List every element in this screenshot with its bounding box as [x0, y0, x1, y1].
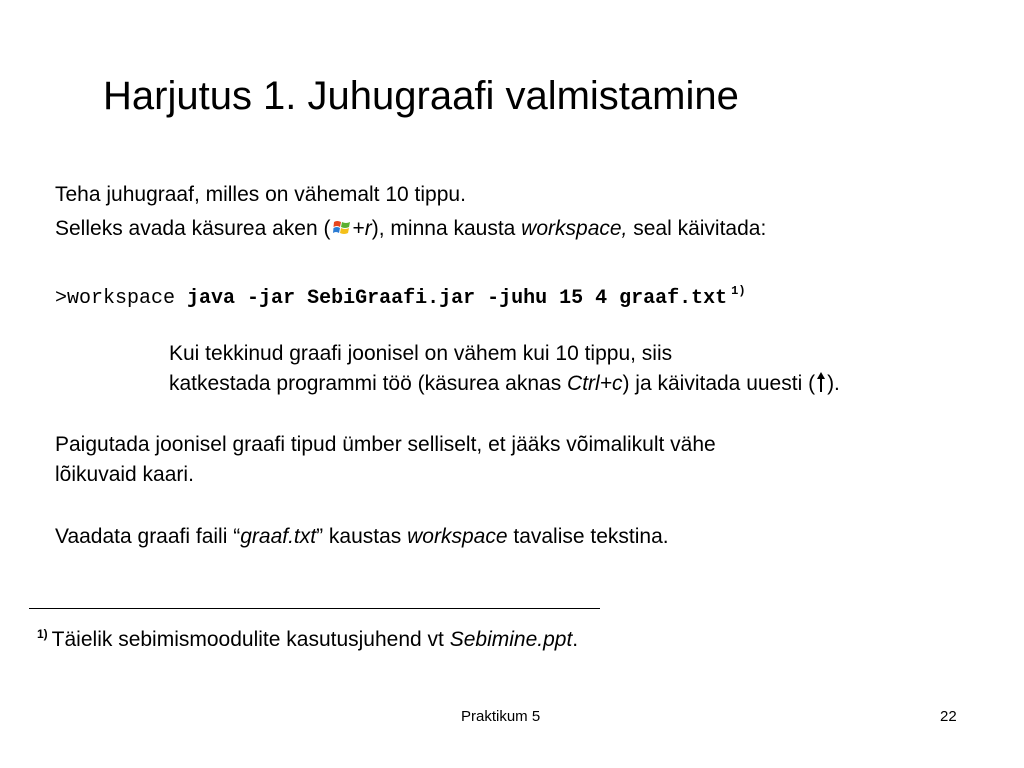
- retry-text: katkestada programmi töö (käsurea aknas: [169, 372, 568, 395]
- paragraph-2-line-2: lõikuvaid kaari.: [55, 463, 194, 486]
- instruction-line-1: Teha juhugraaf, milles on vähemalt 10 tippu.: [55, 183, 466, 206]
- slide-title: Harjutus 1. Juhugraafi valmistamine: [103, 74, 739, 118]
- instruction-text: Selleks avada käsurea aken (: [55, 217, 331, 240]
- footer-title: Praktikum 5: [461, 708, 541, 725]
- ctrl-c-keys: Ctrl+c: [567, 372, 623, 395]
- paragraph-3-text: Vaadata graafi faili “: [55, 525, 241, 548]
- up-arrow-icon: [816, 371, 826, 393]
- folder-name: workspace: [407, 525, 508, 548]
- retry-line-2: [169, 371, 840, 397]
- footnote-text: Täielik sebimismoodulite kasutusjuhend vt: [51, 628, 450, 651]
- footnote-end: .: [572, 628, 579, 651]
- folder-name: workspace,: [521, 217, 628, 240]
- paragraph-2-line-1: Paigutada joonisel graafi tipud ümber selliselt, et jääks võimalikult vähe: [55, 433, 716, 456]
- footnote-mark: 1): [731, 284, 746, 298]
- retry-text: ).: [827, 372, 840, 395]
- paragraph-3-text: tavalise tekstina.: [507, 525, 669, 548]
- footnote: [37, 621, 578, 653]
- windows-logo-icon: [332, 218, 352, 238]
- command-line: [55, 278, 746, 312]
- footnote-marker: 1): [37, 627, 48, 641]
- paragraph-3-text: ” kaustas: [316, 525, 408, 548]
- plus-sign: +: [352, 217, 365, 240]
- instruction-line-2: [55, 216, 766, 242]
- paragraph-3: [55, 524, 669, 550]
- instruction-text: seal käivitada:: [627, 217, 767, 240]
- key-r: r: [364, 217, 372, 240]
- page-number: 22: [940, 708, 957, 725]
- command-prompt: >workspace: [55, 287, 176, 310]
- footnote-divider: [29, 608, 600, 609]
- retry-line-1: Kui tekkinud graafi joonisel on vähem kui 10 tippu, siis: [169, 342, 673, 365]
- file-name: graaf.txt: [240, 525, 317, 548]
- command-text: java -jar SebiGraafi.jar -juhu 15 4 graaf.txt: [187, 287, 728, 310]
- footnote-doc: Sebimine.ppt: [449, 628, 573, 651]
- retry-text: ) ja käivitada uuesti (: [622, 372, 816, 395]
- instruction-text: ), minna kausta: [371, 217, 522, 240]
